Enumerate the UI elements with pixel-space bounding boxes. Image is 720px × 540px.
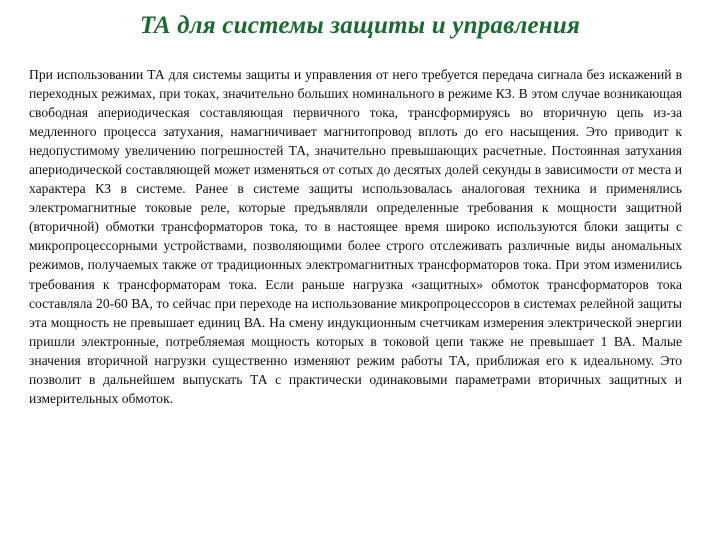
slide-body-text: При использовании ТА для системы защиты и управления от него требуется передача сигнала без искажений в переходных режимах, при токах, значительно больших номинального в режиме КЗ. В этом случае возникающая свободная апериодическая составляющая первичного тока, трансформируясь во вторичную цепь из-за медленного процесса затухания, намагничивает магнитопровод вплоть до его насыщения. Это приводит к недопустимому увеличению погрешностей ТА, значительно превышающих расчетные. Постоянная затухания апериодической составляющей может изменяться от сотых до десятых долей секунды в зависимости от места и характера КЗ в системе. Ранее в системе защиты использовалась аналоговая техника и применялись электромагнитные токовые реле, которые предъявляли определенные требования к мощности защитной (вторичной) обмотки трансформаторов тока, то в настоящее время широко используются блоки защиты с микропроцессорными устройствами, позволяющими более строго отслеживать различные виды аномальных режимов, получаемых также от традиционных электромагнитных трансформаторов тока. При этом изменились требования к трансформаторам тока. Если раньше нагрузка «защитных» обмоток трансформаторов тока составляла 20-60 ВА, то сейчас при переходе на использование микропроцессоров в системах релейной защиты эта мощность не превышает единиц ВА. На смену индукционным счетчикам измерения электрической энергии пришли электронные, потребляемая мощность которых в токовой цепи также не превышает 1 ВА. Малые значения вторичной нагрузки существенно изменяют режим работы ТА, приближая его к идеальному. Это позволит в дальнейшем выпускать ТА с практически одинаковыми параметрами вторичных защитных и измерительных обмоток. (29, 67, 682, 406)
slide-title: ТА для системы защиты и управления (139, 12, 581, 39)
